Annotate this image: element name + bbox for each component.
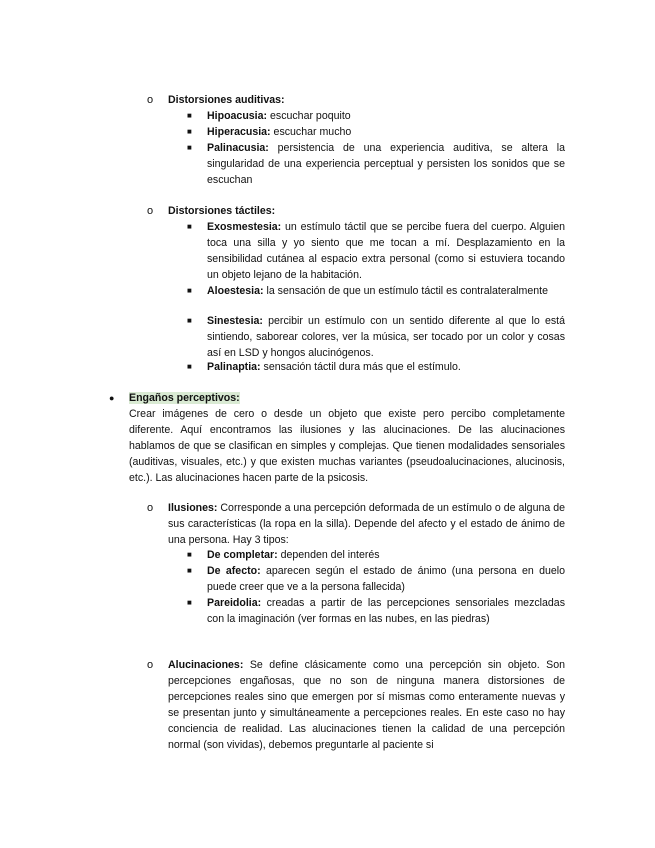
list-item: Palinaptia: sensación táctil dura más que el estímulo. [207, 361, 461, 373]
list-item: De afecto: aparecen según el estado de ánimo (una persona en duelo puede creer que ve a la persona fallecida) [207, 565, 565, 593]
heading-enganos-perceptivos: Engaños perceptivos: [129, 392, 240, 404]
square-bullet-icon: ■ [187, 286, 192, 295]
list-item: De completar: dependen del interés [207, 549, 380, 561]
square-bullet-icon: ■ [187, 566, 192, 575]
square-bullet-icon: ■ [187, 598, 192, 607]
square-bullet-icon: ■ [187, 143, 192, 152]
square-bullet-icon: ■ [187, 222, 192, 231]
ilusiones-paragraph: Ilusiones: Corresponde a una percepción deformada de un estímulo o de alguna de sus características (la ropa en la silla). Depende del afecto y el estado de ánimo de una persona. Hay 3 tipos: [168, 502, 565, 546]
list-item: Palinacusia: persistencia de una experiencia auditiva, se altera la singularidad de una experiencia perceptual y persisten los sonidos que se escuchan [207, 142, 565, 186]
list-item: Hiperacusia: escuchar mucho [207, 126, 352, 138]
square-bullet-icon: ■ [187, 127, 192, 136]
heading-distorsiones-auditivas: Distorsiones auditivas: [168, 94, 285, 106]
list-item: Aloestesia: la sensación de que un estímulo táctil es contralateralmente [207, 285, 548, 297]
list-item: Exosmestesia: un estímulo táctil que se percibe fuera del cuerpo. Alguien toca una silla y yo siento que me tocan a mí. Desplazamiento en la sensibilidad cutánea al espacio extra personal (como si estuviera tocando un objeto lejano de la habitación. [207, 221, 565, 281]
circle-bullet-icon: o [147, 205, 154, 217]
alucinaciones-paragraph: Alucinaciones: Se define clásicamente como una percepción sin objeto. Son percepciones engañosas, que no son de ninguna manera distorsiones de percepciones reales sino que emergen por sí mismas como enteramente nuevas y se presentan junto y simultáneamente a percepciones reales. En este caso no hay conciencia de realidad. Las alucinaciones tienen la calidad de una percepción normal (son vividas), debemos preguntarle al paciente si [168, 659, 566, 751]
list-item: Hipoacusia: escuchar poquito [207, 110, 351, 122]
list-item: Sinestesia: percibir un estímulo con un sentido diferente al que lo está sintiendo, saborear colores, ver la música, ser tocado por un color y cosas así en LSD y hongos alucinógenos. [207, 315, 565, 359]
list-item: Pareidolia: creadas a partir de las percepciones sensoriales mezcladas con la imaginación (ver formas en las nubes, en las piedras) [207, 597, 565, 625]
circle-bullet-icon: o [147, 94, 154, 106]
circle-bullet-icon: o [147, 659, 154, 671]
disc-bullet-icon: ● [109, 393, 115, 403]
heading-distorsiones-tactiles: Distorsiones táctiles: [168, 205, 276, 217]
circle-bullet-icon: o [147, 502, 154, 514]
enganos-paragraph: Crear imágenes de cero o desde un objeto que existe pero percibo completamente diferente. Aquí encontramos las ilusiones y las alucinaciones. De las alucinaciones hablamos de que se clasifican en simples y complejas. Que tienen modalidades sensoriales (auditivas, visuales, etc.) y que existen muchas variantes (pseudoalucinaciones, alucinosis, etc.). Las alucinaciones hacen parte de la psicosis. [129, 408, 565, 484]
square-bullet-icon: ■ [187, 550, 192, 559]
square-bullet-icon: ■ [187, 316, 192, 325]
square-bullet-icon: ■ [187, 362, 192, 371]
square-bullet-icon: ■ [187, 111, 192, 120]
